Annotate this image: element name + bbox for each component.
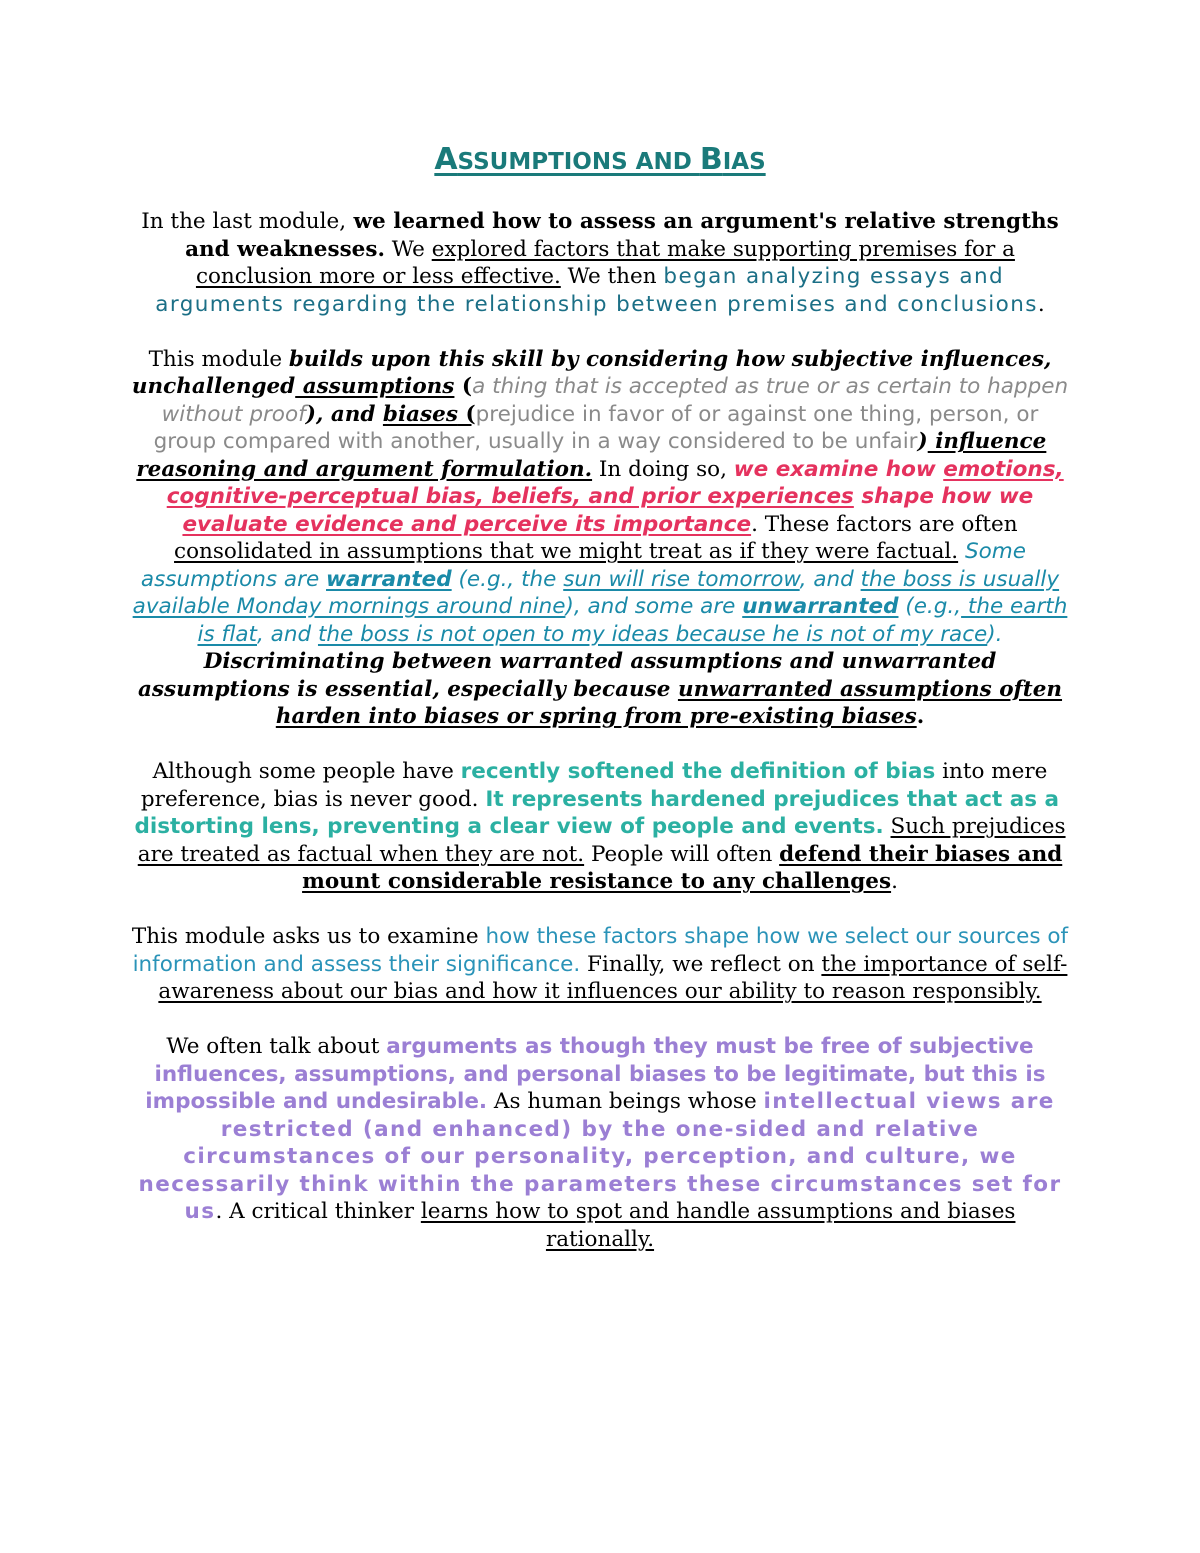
paragraph-module-overview: This module builds upon this skill by considering how subjective influences, unchallenged assumptions (a thing that is accepted as true or as certain to happen without proof), and biases (prejudice in favor of or against one thing, person, or group compared with another, usually in a way considered to be unfair) influence reasoning and argument formulation. In doing so, we examine how emotions, cognitive-perceptual bias, beliefs, and prior experiences shape how we evaluate evidence and perceive its importance. These factors are often consolidated in assumptions that we might treat as if they were factual. Some assumptions are warranted (e.g., the sun will rise tomorrow, and the boss is usually available Monday mornings around nine), and some are unwarranted (e.g., the earth is flat, and the boss is not open to my ideas because he is not of my race). Discriminating between warranted assumptions and unwarranted assumptions is essential, especially because unwarranted assumptions often harden into biases or spring from pre-existing biases. bbox=[131, 346, 1069, 729]
paragraph-bias-definition: Although some people have recently softened the definition of bias into mere preference, bias is never good. It represents hardened prejudices that act as a distorting lens, preventing a clear view of people and events. Such prejudices are treated as factual when they are not. People will often defend their biases and mount considerable resistance to any challenges. bbox=[134, 759, 1066, 894]
paragraph-information-sources: This module asks us to examine how these factors shape how we select our sources of information and assess their significance. Finally, we reflect on the importance of self-awareness about our bias and how it influences our ability to reason responsibly. bbox=[131, 924, 1069, 1004]
paragraph-intro: In the last module, we learned how to assess an argument's relative strengths and weaknesses. We explored factors that make supporting premises for a conclusion more or less effective. We then began analyzing essays and arguments regarding the relationship between premises and conclusions. bbox=[141, 209, 1059, 317]
page-title: ASSUMPTIONS AND BIAS bbox=[434, 142, 766, 177]
document-page bbox=[130, 140, 1070, 1281]
paragraph-critical-thinker: We often talk about arguments as though they must be free of subjective influences, assumptions, and personal biases to be legitimate, but this is impossible and undesirable. As human beings whose intellectual views are restricted (and enhanced) by the one-sided and relative circumstances of our personality, perception, and culture, we necessarily think within the parameters these circumstances set for us. A critical thinker learns how to spot and handle assumptions and biases rationally. bbox=[138, 1034, 1062, 1252]
